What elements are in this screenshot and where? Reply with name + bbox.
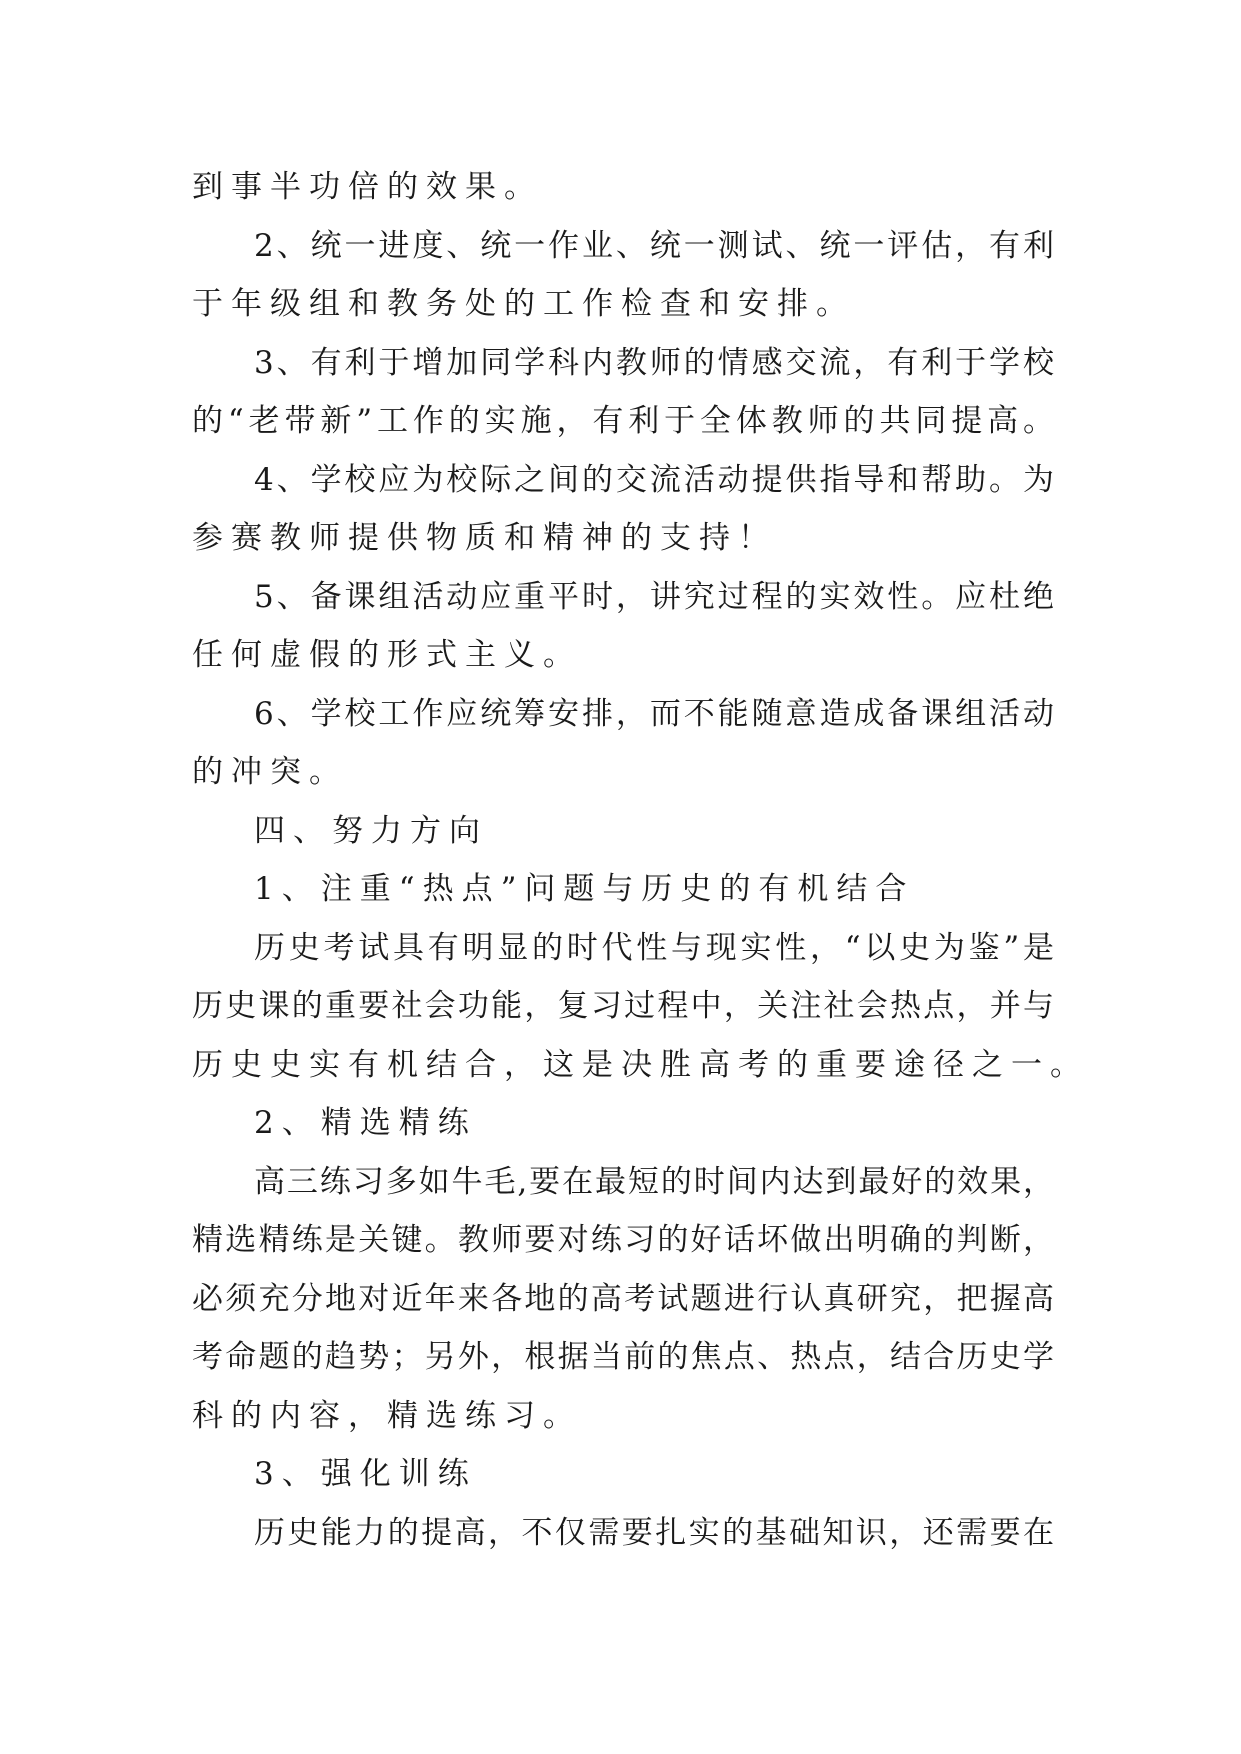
text-line: 精选精练是关键。教师要对练习的好话坏做出明确的判断，: [192, 1222, 1054, 1258]
text-line: 历史能力的提高，不仅需要扎实的基础知识，还需要在: [254, 1514, 1054, 1551]
text-line: 科的内容，精选练习。: [192, 1397, 582, 1434]
text-line: 的冲突。: [192, 754, 348, 790]
text-line: 必须充分地对近年来各地的高考试题进行认真研究，把握高: [192, 1280, 1054, 1317]
text-line: 历史史实有机结合，这是决胜高考的重要途径之一。: [192, 1046, 1089, 1083]
text-line: 5、备课组活动应重平时，讲究过程的实效性。应杜绝: [254, 578, 1054, 615]
text-line: 参赛教师提供物质和精神的支持！: [192, 520, 777, 556]
text-line: 3、有利于增加同学科内教师的情感交流，有利于学校: [254, 344, 1054, 381]
text-line: 历史课的重要社会功能，复习过程中，关注社会热点，并与: [192, 988, 1054, 1024]
text-line: 高三练习多如牛毛,要在最短的时间内达到最好的效果，: [254, 1163, 1054, 1200]
text-line: 2、精选精练: [254, 1105, 477, 1141]
text-line: 于年级组和教务处的工作检查和安排。: [192, 286, 855, 322]
text-line: 考命题的趋势；另外，根据当前的焦点、热点，结合历史学: [192, 1339, 1054, 1375]
text-line: 任何虚假的形式主义。: [192, 637, 582, 673]
text-line: 4、学校应为校际之间的交流活动提供指导和帮助。为: [254, 461, 1054, 498]
text-line: 3、强化训练: [254, 1456, 477, 1492]
text-line: 6、学校工作应统筹安排，而不能随意造成备课组活动: [254, 695, 1054, 732]
text-line: 1、注重“热点”问题与历史的有机结合: [254, 871, 915, 907]
document-body: [192, 158, 1089, 1562]
text-line: 2、统一进度、统一作业、统一测试、统一评估，有利: [254, 227, 1054, 264]
text-line: 到事半功倍的效果。: [192, 169, 543, 205]
text-line: 历史考试具有明显的时代性与现实性，“以史为鉴”是: [254, 929, 1054, 966]
text-line: 的“老带新”工作的实施，有利于全体教师的共同提高。: [192, 403, 1054, 439]
text-line: 四、努力方向: [254, 812, 488, 849]
